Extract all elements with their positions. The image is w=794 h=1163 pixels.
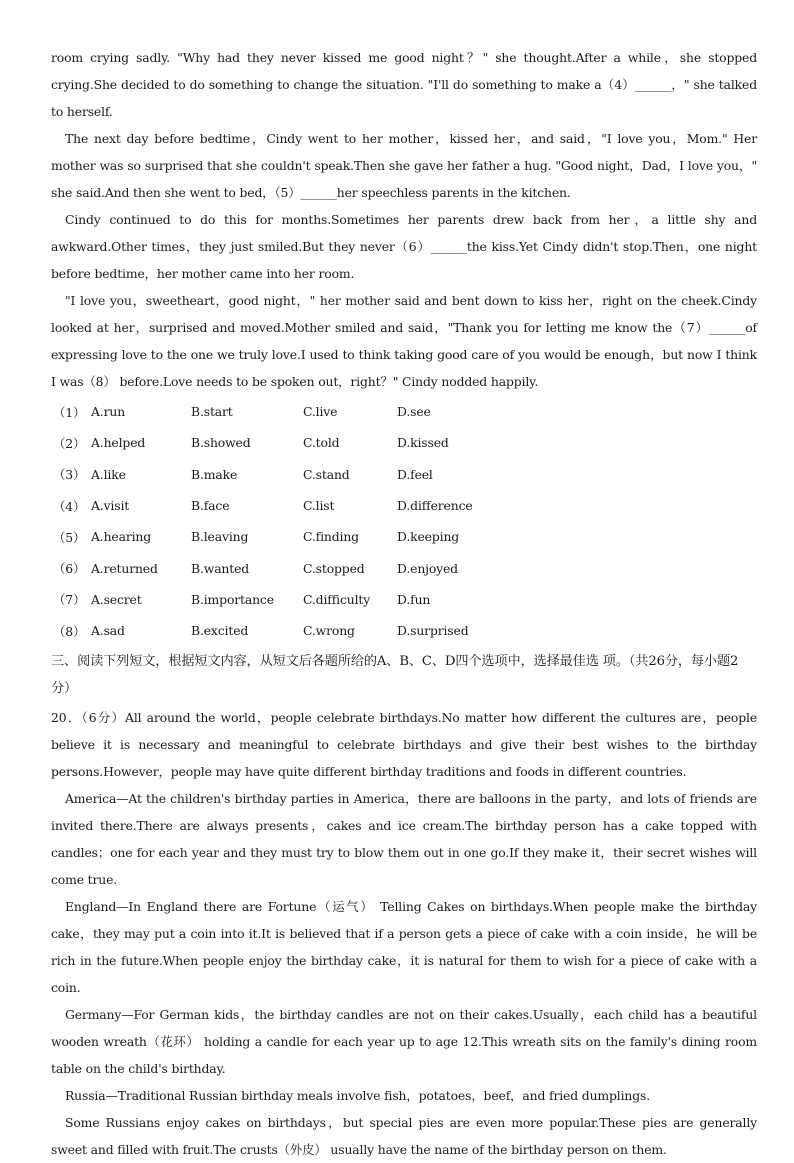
option-b: B.importance [191, 591, 274, 607]
question-20-america: America—At the children's birthday parties in America，there are balloons in the party，and lots of friends are invited there.There are always presents，cakes and ice cream.The birthday person has a cake topped with candles；one for each year and they must try to blow them out in one go.If they make it，their secret wishes will come true. [51, 791, 757, 888]
option-d: D.surprised [397, 623, 469, 639]
option-d: D.fun [397, 591, 431, 607]
question-20-germany: Germany—For German kids，the birthday candles are not on their cakes.Usually，each child has a beautiful wooden wreath（花环） holding a candle for each year up to age 12.This wreath sits on the family's dining room table on the child's birthday. [51, 1007, 757, 1077]
option-row-8 [51, 615, 757, 646]
option-d: D.enjoyed [397, 560, 458, 576]
option-list [51, 396, 757, 646]
option-b: B.start [191, 404, 233, 420]
passage-paragraph-1: room crying sadly. "Why had they never kissed me good night？" she thought.After a while，she stopped crying.She decided to do something to change the situation. "I'll do something to make a（4）______，" she talked to herself. [51, 50, 757, 119]
document-page [51, 44, 757, 1163]
option-c: C.wrong [303, 623, 355, 639]
option-d: D.feel [397, 466, 433, 482]
option-number: （5） [53, 529, 86, 545]
section-heading: 三、阅读下列短文，根据短文内容，从短文后各题所给的A、B、C、D四个选项中，选择最佳选 项。（共26分，每小题2分） [51, 654, 739, 697]
option-c: C.stopped [303, 560, 365, 576]
option-a: A.sad [91, 623, 125, 639]
option-d: D.kissed [397, 435, 449, 451]
passage-paragraph-3: Cindy continued to do this for months.Sometimes her parents drew back from her，a little shy and awkward.Other times，they just smiled.But they never（6）______the kiss.Yet Cindy didn't stop.Then，one night before bedtime，her mother came into her room. [51, 212, 757, 281]
option-number: （6） [53, 561, 86, 577]
passage-paragraph-2: The next day before bedtime，Cindy went to her mother，kissed her，and said，"I love you，Mom." Her mother was so surprised that she couldn't speak.Then she gave her father a hug. "Good night，Dad，I love you，" she said.And then she went to bed，（5）______her speechless parents in the kitchen. [51, 131, 757, 200]
option-b: B.excited [191, 623, 249, 639]
option-a: A.secret [91, 591, 142, 607]
option-c: C.live [303, 404, 338, 420]
option-b: B.leaving [191, 529, 249, 545]
option-b: B.showed [191, 435, 251, 451]
option-a: A.visit [91, 498, 130, 514]
option-c: C.list [303, 498, 335, 514]
option-c: C.difficulty [303, 591, 371, 607]
option-number: （1） [53, 404, 86, 420]
option-a: A.helped [91, 435, 146, 451]
option-d: D.difference [397, 498, 473, 514]
option-number: （2） [53, 435, 86, 451]
question-20-russia: Russia—Traditional Russian birthday meals involve fish，potatoes，beef，and fried dumplings. [65, 1088, 651, 1104]
question-20-pies: Some Russians enjoy cakes on birthdays，but special pies are even more popular.These pies are generally sweet and filled with fruit.The crusts（外皮） usually have the name of the birthday person on them. [51, 1115, 757, 1158]
option-number: （8） [53, 623, 86, 639]
option-row-1 [51, 396, 757, 427]
option-row-5 [51, 521, 757, 552]
option-d: D.see [397, 404, 431, 420]
option-c: C.stand [303, 466, 350, 482]
option-a: A.like [91, 466, 126, 482]
option-c: C.finding [303, 529, 359, 545]
option-row-4 [51, 490, 757, 521]
option-a: A.hearing [91, 529, 152, 545]
option-b: B.make [191, 466, 238, 482]
question-20-intro: 20．（6分）All around the world，people celebrate birthdays.No matter how different the cultures are，people believe it is necessary and meaningful to celebrate birthdays and give their best wishes to the birthday persons.However，people may have quite different birthday traditions and foods in different countries. [51, 710, 757, 780]
option-b: B.wanted [191, 560, 250, 576]
passage-paragraph-4: "I love you，sweetheart，good night，" her mother said and bent down to kiss her，right on the cheek.Cindy looked at her，surprised and moved.Mother smiled and said，"Thank you for letting me know the（7）______of expressing love to the one we truly love.I used to think taking good care of you would be enough，but now I think I was（8） before.Love needs to be spoken out，right？" Cindy nodded happily. [51, 293, 757, 389]
option-d: D.keeping [397, 529, 460, 545]
option-c: C.told [303, 435, 340, 451]
option-row-3 [51, 459, 757, 490]
option-number: （7） [53, 592, 86, 608]
option-row-2 [51, 427, 757, 458]
option-number: （4） [53, 498, 86, 514]
option-row-6 [51, 552, 757, 583]
option-a: A.run [91, 404, 126, 420]
option-number: （3） [53, 467, 86, 483]
option-b: B.face [191, 498, 230, 514]
question-20-england: England—In England there are Fortune（运气） Telling Cakes on birthdays.When people make the birthday cake，they may put a coin into it.It is believed that if a person gets a piece of cake with a coin inside，he will be rich in the future.When people enjoy the birthday cake，it is natural for them to wish for a piece of cake with a coin. [51, 899, 757, 996]
option-a: A.returned [91, 560, 158, 576]
option-row-7 [51, 584, 757, 615]
